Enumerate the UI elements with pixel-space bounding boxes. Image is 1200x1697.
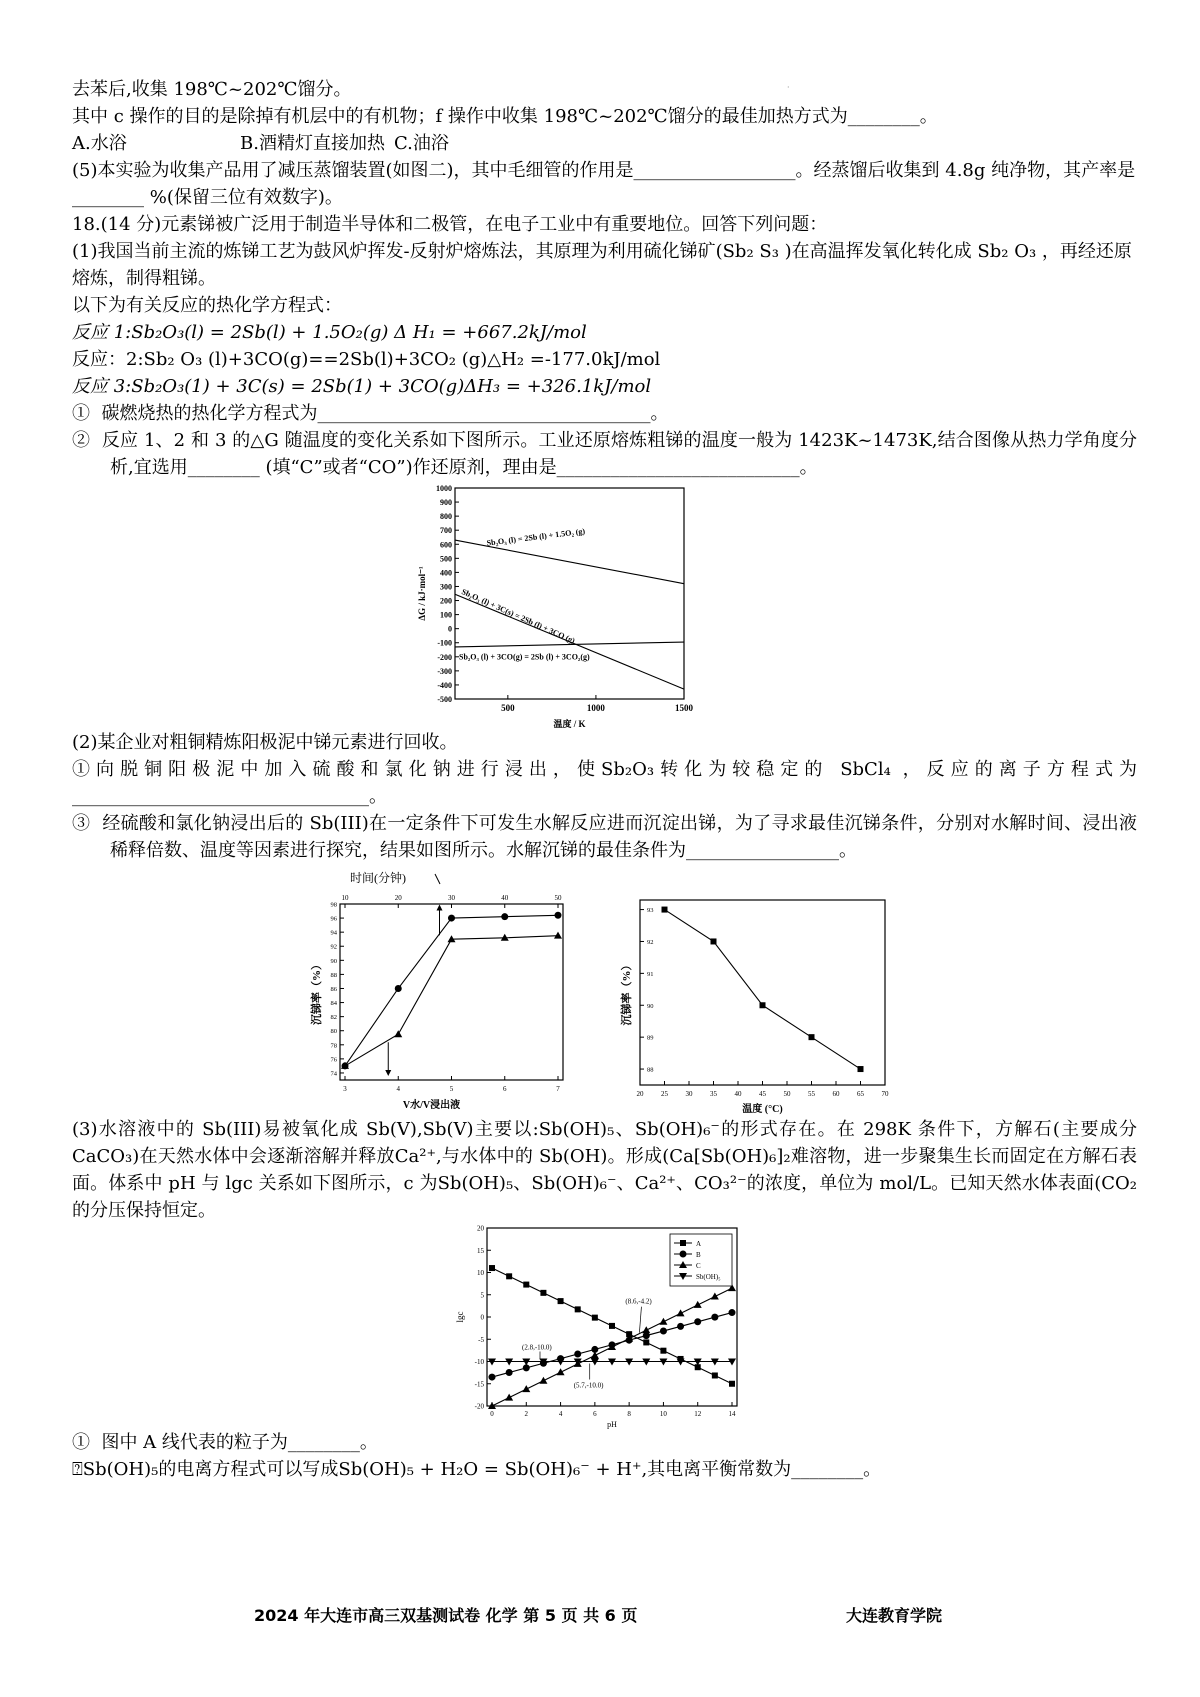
top-tick-label: 40 [501,894,509,902]
footer-right: 大连教育学院 [846,1606,943,1625]
y-tick-label: 88 [647,1066,654,1074]
data-point [694,1301,702,1308]
data-point [760,1002,766,1008]
data-point [522,1385,530,1392]
y-tick-label: 5 [480,1291,484,1300]
text-line: (5)本实验为收集产品用了减压蒸馏装置(如图二)，其中毛细管的作用是__________________。经蒸馏后收集到 4.8g 纯净物，其产率是________ %(保留三位有效数字)。 [72,160,1136,208]
y-tick-label: 92 [647,938,654,946]
data-point [394,1030,402,1037]
reaction-3: 反应 3:Sb₂O₃(1) + 3C(s) = 2Sb(1) + 3CO(g)ΔH₃ = +326.1kJ/mol [72,376,652,397]
data-point [694,1318,701,1325]
sub-question-1: ① 碳燃烧热的热化学方程式为_____________________________________。 [72,403,669,424]
data-point [712,1372,718,1378]
x-tick-label: 55 [808,1090,815,1098]
data-point [558,1298,564,1304]
x-tick-label: 0 [490,1410,494,1418]
sub-question-2: ② 反应 1、2 和 3 的△G 随温度的变化关系如下图所示。工业还原熔炼粗锑的温度一般为 1423K~1473K,结合图像从热力学角度分析,宜选用________ (填“C”或者“CO”)作还原剂，理由是___________________________。 [72,430,1137,478]
y-tick-label: 82 [330,1014,337,1022]
x-tick-label: 6 [503,1085,507,1093]
x-axis-label: pH [607,1420,617,1429]
y-tick-label: -400 [437,680,452,690]
x-tick-label: 3 [343,1085,347,1093]
text-line: 其中 c 操作的目的是除掉有机层中的有机物；f 操作中收集 198℃~202℃馏分的最佳加热方式为________。 [72,106,938,127]
data-point [506,1369,513,1376]
x-tick-label: 70 [881,1090,889,1098]
y-axis-label: ΔG / kJ·mol⁻¹ [417,566,427,621]
figure-delta-g [72,481,1137,729]
delta-g-chart [72,481,1137,729]
x-tick-label: 30 [685,1090,693,1098]
y-tick-label: 92 [330,943,337,951]
legend-marker [680,1251,687,1258]
data-point [711,1292,719,1299]
series-label: Sb₂O₃ (l) + 3CO(g) = 2Sb (l) + 3CO₂(g) [459,652,590,662]
y-tick-label: -20 [474,1402,484,1411]
y-tick-label: 900 [440,498,452,508]
y-tick-label: -300 [437,666,452,676]
y-tick-label: -100 [437,638,452,648]
text-line: (1)我国当前主流的炼锑工艺为鼓风炉挥发-反射炉熔炼法，其原理为利用硫化锑矿(Sb₂ S₃ )在高温挥发氧化转化成 Sb₂ O₃ ，再经还原熔炼，制得粗锑。 [72,241,1132,289]
y-axis-label: lgc [455,1311,465,1323]
arrow-head [385,1070,391,1076]
x-tick-label: 6 [593,1410,597,1418]
data-point [660,1327,667,1334]
y-tick-label: -500 [437,695,452,704]
text-line: ①向脱铜阳极泥中加入硫酸和氯化钠进行浸出，使Sb₂O₃转化为较稳定的 SbCl₄ ，反应的离子方程式为_________________________________。 [72,759,1137,807]
data-point [642,1326,650,1333]
data-point [554,932,562,939]
y-tick-label: 89 [647,1034,654,1042]
data-point [677,1309,685,1316]
annotation: (5.7,-10.0) [573,1381,604,1390]
y-tick-label: 500 [440,554,452,564]
option-c: C.油浴 [394,133,449,154]
data-point [809,1034,815,1040]
data-point [523,1282,529,1288]
top-tick-label: 50 [554,894,562,902]
x-tick-label: 5 [449,1085,454,1093]
y-tick-label: 100 [440,610,452,620]
x-tick-label: 12 [694,1410,702,1418]
legend-marker [680,1240,686,1246]
text-line: (3)水溶液中的 Sb(III)易被氧化成 Sb(V),Sb(V)主要以:Sb(OH)₅、Sb(OH)₆⁻的形式存在。在 298K 条件下，方解石(主要成分CaCO₃)在天然水体中会逐渐溶解并释放Ca²⁺,与水体中的 Sb(OH)。形成(Ca[Sb(OH)₆]₂难溶物，进一步聚集生长而固定在方解石表面。体系中 pH 与 lgc 关系如下图所示，c 为Sb(OH)₅、Sb(OH)₆⁻、Ca²⁺、CO₃²⁻的浓度，单位为 mol/L。已知天然水体表面(CO₂的分压保持恒定。 [72,1119,1137,1221]
y-tick-label: 91 [647,970,654,978]
answer-line-1: ① 图中 A 线代表的粒子为________。 [72,1432,378,1453]
data-point [557,1368,565,1375]
x-tick-label: 8 [627,1410,631,1418]
x-tick-label: 25 [661,1090,668,1098]
series-label: Sb₂O₃ (l) + 3C(s) = 2Sb (l) + 3CO (g) [460,587,577,646]
y-tick-label: 400 [440,568,452,578]
series-line [665,910,861,1069]
data-point [660,1348,666,1354]
y-tick-label: 0 [480,1313,484,1322]
data-point [395,985,402,992]
ph-lgc-chart [72,1224,1137,1429]
text-line: (2)某企业对粗铜精炼阳极泥中锑元素进行回收。 [72,732,458,753]
annotation: (8.6,-4.2) [625,1297,652,1306]
y-tick-label: 98 [330,901,337,909]
data-point [555,912,562,919]
scan-dot: · [787,83,790,92]
x-tick-label: 4 [396,1085,400,1093]
legend-label: C [696,1262,701,1270]
y-tick-label: -15 [474,1380,484,1389]
x-axis-label: 温度 / K [553,719,586,729]
data-point [575,1306,581,1312]
y-tick-label: 86 [330,985,337,993]
y-tick-label: 300 [440,582,452,592]
data-point [489,1265,495,1271]
text-line: 去苯后,收集 198℃~202℃馏分。 [72,79,352,100]
y-tick-label: 800 [440,512,452,522]
y-tick-label: 94 [330,929,337,937]
y-tick-label: 90 [330,957,337,965]
data-point [501,913,508,920]
y-tick-label: 20 [477,1224,484,1233]
y-tick-label: 1000 [436,484,452,493]
y-tick-label: -10 [474,1358,484,1366]
footer-left: 2024 年大连市高三双基测试卷 化学 第 5 页 共 6 页 [254,1606,638,1625]
x-tick-label: 1500 [675,703,693,713]
reaction-1: 反应 1:Sb₂O₃(l) = 2Sb(l) + 1.5O₂(g) Δ H₁ = +667.2kJ/mol [72,322,587,343]
text-line: ③ 经硫酸和氯化钠浸出后的 Sb(III)在一定条件下可发生水解反应进而沉淀出锑，为了寻求最佳沉锑条件，分别对水解时间、浸出液稀释倍数、温度等因素进行探究，结果如图所示。水解沉锑的最佳条件为_________________。 [72,813,1137,861]
options-row [72,130,1137,157]
x-tick-label: 40 [734,1090,742,1098]
data-point [643,1339,649,1345]
option-a: A.水浴 [72,133,127,154]
x-tick-label: 4 [558,1410,563,1418]
y-tick-label: 15 [477,1246,484,1255]
y-tick-label: 96 [330,915,337,923]
top-axis-label: 时间(分钟) [350,871,406,885]
label-mark [435,874,440,884]
y-axis-label: 沉锑率（%） [621,959,633,1026]
y-tick-label: 700 [440,526,452,536]
y-tick-label: 200 [440,596,452,606]
annotation-pointer [639,1307,641,1333]
data-point [540,1290,546,1296]
answer-line-2: ⍰Sb(OH)₅的电离方程式可以写成Sb(OH)₅ + H₂O = Sb(OH)₆⁻ + H⁺,其电离平衡常数为________。 [72,1459,882,1480]
question-18-title: 18.(14 分)元素锑被广泛用于制造半导体和二极管，在电子工业中有重要地位。回答下列问题： [72,214,828,235]
data-point [574,1351,581,1358]
y-tick-label: 93 [647,907,654,915]
data-point [711,1314,718,1321]
x-axis-label: V水/V浸出液 [402,1100,461,1111]
top-tick-label: 30 [448,894,455,902]
exam-page-content [72,76,1137,1483]
x-tick-label: 45 [759,1090,766,1098]
plot-frame [340,904,563,1080]
x-tick-label: 14 [728,1410,736,1418]
top-tick-label: 10 [341,894,349,902]
figure-precipitation [72,864,1137,1116]
data-point [729,1381,735,1387]
y-tick-label: 88 [330,971,337,979]
legend-label: B [696,1251,701,1259]
y-tick-label: 84 [330,1000,337,1008]
x-tick-label: 1000 [586,703,605,713]
data-point [858,1066,864,1072]
text-line: 以下为有关反应的热化学方程式： [72,295,342,316]
data-point [677,1323,684,1330]
plot-frame [455,488,684,699]
data-point [448,915,455,922]
x-axis-label: 温度 (°C) [742,1104,783,1115]
reaction-2: 反应：2:Sb₂ O₃ (l)+3CO(g)==2Sb(l)+3CO₂ (g)△H₂ =-177.0kJ/mol [72,349,661,370]
legend-label: A [696,1240,702,1248]
data-point [539,1377,547,1384]
data-point [591,1351,599,1358]
y-axis-label: 沉锑率（%） [311,959,323,1025]
data-point [506,1273,512,1279]
figure-ph-lgc [72,1224,1137,1429]
y-tick-label: 78 [330,1042,337,1050]
x-tick-label: 60 [832,1090,840,1098]
option-b: B.酒精灯直接加热 [240,133,385,154]
x-tick-label: 2 [524,1410,529,1418]
precip-ratio-chart [72,864,1137,1116]
x-tick-label: 10 [659,1410,667,1418]
top-tick-label: 20 [394,894,402,902]
x-tick-label: 35 [710,1090,717,1098]
data-point [711,938,717,944]
y-tick-label: 74 [330,1070,337,1078]
arrow-head [437,905,443,911]
data-point [489,1374,496,1381]
x-tick-label: 7 [556,1085,560,1093]
y-tick-label: -5 [478,1335,484,1344]
y-tick-label: 76 [330,1056,337,1064]
x-tick-label: 500 [501,703,515,713]
data-point [729,1309,736,1316]
y-tick-label: 90 [647,1002,654,1010]
legend-label: Sb(OH)₅ [696,1273,721,1281]
x-tick-label: 50 [783,1090,791,1098]
data-point [662,907,668,913]
y-tick-label: 0 [448,624,452,634]
y-tick-label: 600 [440,540,452,550]
data-point [592,1315,598,1321]
series-line [345,936,558,1066]
y-tick-label: -200 [437,652,452,662]
y-tick-label: 80 [330,1028,337,1036]
data-point [609,1323,615,1329]
x-tick-label: 20 [636,1090,644,1098]
plot-frame [640,900,885,1085]
data-point [659,1318,667,1325]
x-tick-label: 65 [857,1090,864,1098]
series-label: Sb₂O₃ (l) = 2Sb (l) + 1.5O₂ (g) [486,526,586,548]
y-tick-label: 10 [477,1269,484,1277]
data-point [505,1394,513,1401]
annotation: (2.8,-10.0) [522,1343,552,1352]
